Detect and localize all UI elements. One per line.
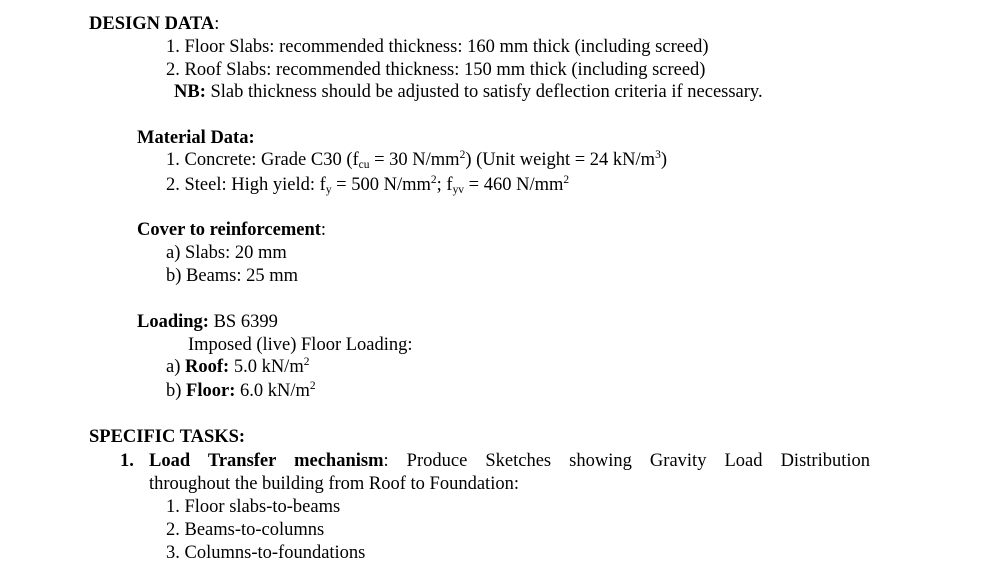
material-concrete: 1. Concrete: Grade C30 ($f_{cu} = 30$ $N/mm^2$) (Unit weight = 24 $kN/m^3$) <box>166 149 667 171</box>
task-1-line-1: Load Transfer mechanism: Produce Sketches showing Gravity Load Distribution <box>149 451 870 471</box>
design-data-heading: DESIGN DATA: <box>89 14 220 34</box>
task-1-number: 1. <box>120 451 134 471</box>
material-steel: 2. Steel: High yield: $f_y = 500$ $N/mm^2$; $f_{yv} = 460$ $N/mm^2$ <box>166 174 570 196</box>
loading-heading: Loading: BS 6399 <box>137 312 278 332</box>
task-1-subitem-3: 3. Columns-to-foundations <box>166 543 366 563</box>
material-data-heading: Material Data: <box>137 128 255 148</box>
task-1-subitem-2: 2. Beams-to-columns <box>166 520 325 540</box>
loading-roof: a) Roof: 5.0 $kN/m^2$ <box>166 356 310 377</box>
design-data-item-2: 2. Roof Slabs: recommended thickness: 150 mm thick (including screed) <box>166 60 706 80</box>
specific-tasks-heading: SPECIFIC TASKS: <box>89 427 246 447</box>
design-data-item-1: 1. Floor Slabs: recommended thickness: 160 mm thick (including screed) <box>166 37 709 57</box>
task-1-line-2: throughout the building from Roof to Foundation: <box>149 474 519 494</box>
task-1-subitem-1: 1. Floor slabs-to-beams <box>166 497 341 517</box>
loading-floor: b) Floor: 6.0 $kN/m^2$ <box>166 380 316 401</box>
loading-subheading: Imposed (live) Floor Loading: <box>188 335 413 355</box>
cover-item-beams: b) Beams: 25 mm <box>166 266 299 286</box>
design-data-note: NB: Slab thickness should be adjusted to satisfy deflection criteria if necessary. <box>174 82 763 102</box>
cover-heading: Cover to reinforcement: <box>137 220 327 240</box>
cover-item-slabs: a) Slabs: 20 mm <box>166 243 287 263</box>
